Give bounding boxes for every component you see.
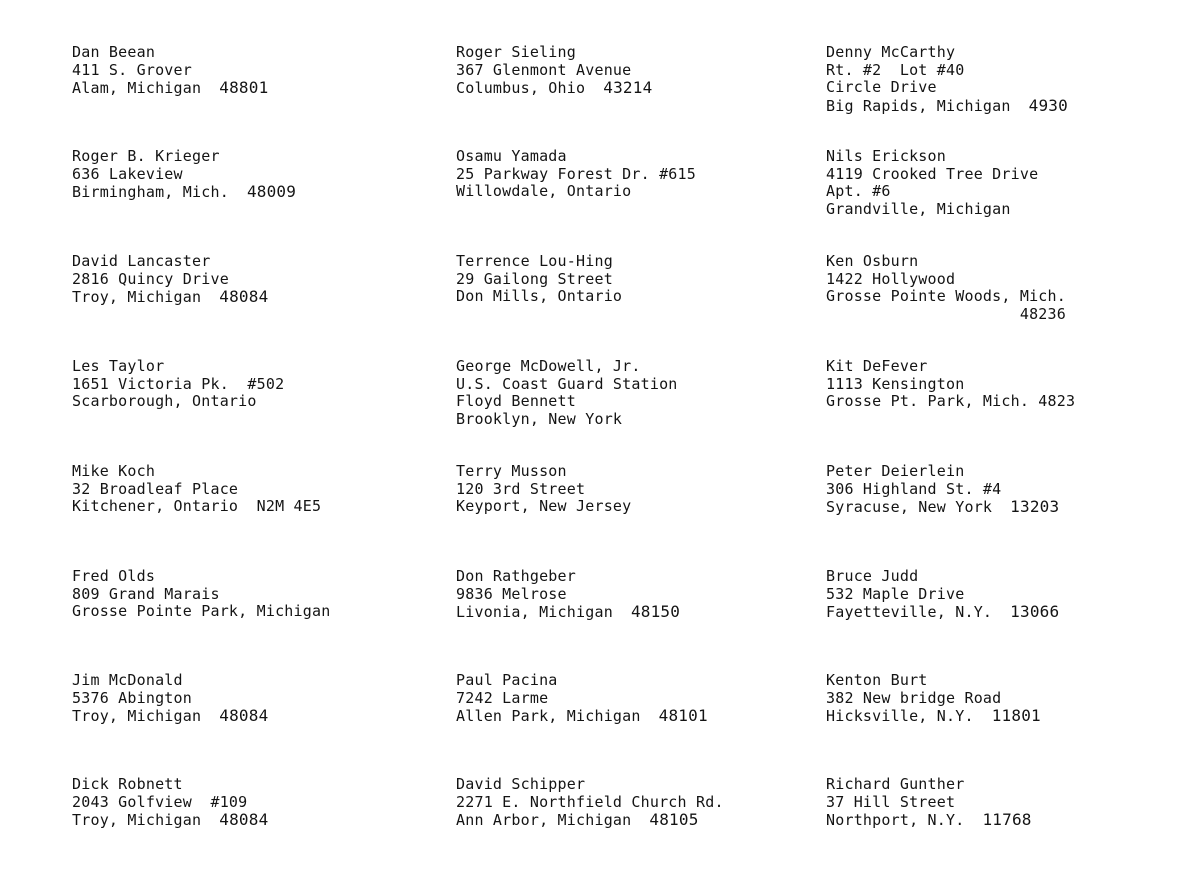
address-line: [456, 707, 708, 725]
contact-name: [456, 253, 622, 271]
address-line: [826, 288, 1066, 306]
address-entry: [826, 776, 1032, 829]
address-text: 37 Hill Street: [826, 792, 956, 811]
address-line: [456, 811, 724, 829]
contact-name: [826, 568, 1059, 586]
address-text: Don Mills, Ontario: [456, 287, 623, 305]
address-text: 809 Grand Marais: [72, 584, 220, 603]
address-line: [456, 79, 652, 97]
contact-name: [72, 44, 268, 62]
address-line: [826, 271, 1066, 289]
zip-code: 48105: [649, 810, 699, 829]
address-line: [456, 183, 696, 201]
address-line: [72, 183, 296, 201]
address-text: Fayetteville, N.Y.: [826, 603, 993, 621]
address-entry: [826, 672, 1041, 725]
contact-name: [456, 776, 724, 794]
address-line: [456, 690, 708, 708]
address-entry: [456, 463, 631, 516]
address-line: [72, 393, 284, 411]
contact-name: [456, 358, 678, 376]
address-entry: [826, 358, 1075, 411]
address-text: Troy, Michigan: [72, 288, 202, 306]
address-line: [72, 166, 296, 184]
address-line: [72, 79, 268, 97]
address-line: [456, 586, 680, 604]
address-line: [826, 811, 1032, 829]
address-line: [456, 288, 622, 306]
contact-name: [72, 358, 284, 376]
address-text: Hicksville, N.Y.: [826, 707, 974, 725]
address-text: Grandville, Michigan: [826, 199, 1011, 218]
contact-name: [826, 44, 1068, 62]
address-text: 120 3rd Street: [456, 479, 586, 498]
address-text: Grosse Pointe Woods, Mich.: [826, 287, 1066, 305]
address-text: Dick Robnett: [72, 775, 183, 793]
address-text: Mike Koch: [72, 462, 156, 480]
address-text: Richard Gunther: [826, 775, 965, 793]
address-text: 636 Lakeview: [72, 164, 183, 183]
address-entry: [826, 44, 1068, 114]
address-text: Peter Deierlein: [826, 462, 965, 480]
address-line: [456, 603, 680, 621]
address-text: Birmingham, Mich.: [72, 183, 229, 201]
contact-name: [826, 776, 1032, 794]
address-text: Grosse Pointe Park, Michigan: [72, 602, 331, 620]
address-text: Circle Drive: [826, 78, 937, 96]
address-text: Roger B. Krieger: [72, 147, 220, 165]
zip-code: 13203: [1010, 497, 1060, 516]
zip-code: 48101: [658, 706, 708, 725]
address-text: Troy, Michigan: [72, 707, 202, 725]
address-line: [72, 707, 268, 725]
zip-code: 13066: [1010, 602, 1060, 621]
address-entry: [456, 358, 678, 428]
address-text: 411 S. Grover: [72, 60, 192, 79]
address-entry: [826, 463, 1059, 516]
address-line: [826, 201, 1038, 219]
address-line: [72, 586, 330, 604]
address-entry: [72, 148, 296, 201]
zip-code: 48084: [219, 706, 269, 725]
address-line: [72, 603, 330, 621]
address-line: [826, 794, 1032, 812]
contact-name: [456, 44, 652, 62]
address-entry: [456, 672, 708, 725]
address-text: Terrence Lou-Hing: [456, 252, 613, 270]
address-text: Big Rapids, Michigan: [826, 96, 1011, 115]
address-text: Livonia, Michigan: [456, 603, 613, 621]
address-line: [826, 79, 1068, 97]
address-line: [826, 306, 1066, 324]
contact-name: [72, 672, 268, 690]
address-line: [456, 393, 678, 411]
address-text: Scarborough, Ontario: [72, 392, 257, 410]
address-line: [826, 376, 1075, 394]
address-text: Brooklyn, New York: [456, 409, 623, 428]
address-text: Apt. #6: [826, 182, 891, 200]
address-text: David Schipper: [456, 775, 586, 793]
address-line: [72, 62, 268, 80]
address-text: Paul Pacina: [456, 671, 558, 689]
zip-code: 11768: [982, 810, 1032, 829]
address-line: [72, 690, 268, 708]
address-text: Kitchener, Ontario N2M 4E5: [72, 497, 322, 515]
address-text: 5376 Abington: [72, 688, 192, 707]
address-text: 48236: [826, 304, 1066, 323]
address-text: Don Rathgeber: [456, 567, 576, 585]
address-text: Denny McCarthy: [826, 43, 956, 61]
address-entry: [826, 568, 1059, 621]
address-line: [826, 603, 1059, 621]
contact-name: [826, 358, 1075, 376]
address-text: 367 Glenmont Avenue: [456, 60, 632, 79]
address-text: 2271 E. Northfield Church Rd.: [456, 792, 724, 811]
address-line: [456, 794, 724, 812]
address-text: Troy, Michigan: [72, 811, 202, 829]
address-text: 9836 Melrose: [456, 584, 567, 603]
address-text: 1113 Kensington: [826, 374, 965, 393]
address-entry: [456, 776, 724, 829]
contact-name: [826, 148, 1038, 166]
address-line: [456, 481, 631, 499]
address-entry: [456, 253, 622, 306]
address-line: [826, 498, 1059, 516]
address-text: 306 Highland St. #4: [826, 479, 1002, 498]
address-text: 1422 Hollywood: [826, 269, 956, 288]
zip-code: 48009: [246, 182, 297, 201]
address-line: [826, 586, 1059, 604]
address-line: [72, 376, 284, 394]
address-text: Kit DeFever: [826, 357, 928, 375]
contact-name: [826, 672, 1041, 690]
address-entry: [72, 44, 268, 97]
address-text: Willowdale, Ontario: [456, 182, 632, 200]
address-text: Les Taylor: [72, 357, 165, 375]
address-text: Allen Park, Michigan: [456, 707, 641, 725]
address-text: Osamu Yamada: [456, 147, 567, 165]
address-text: Fred Olds: [72, 567, 156, 585]
address-line: [826, 166, 1038, 184]
address-line: [72, 811, 268, 829]
address-line: [826, 481, 1059, 499]
address-text: George McDowell, Jr.: [456, 357, 641, 375]
address-entry: [72, 358, 284, 411]
address-line: [826, 690, 1041, 708]
address-line: [456, 271, 622, 289]
address-text: 32 Broadleaf Place: [72, 479, 239, 498]
address-text: Grosse Pt. Park, Mich. 4823: [826, 392, 1076, 410]
address-line: [456, 166, 696, 184]
address-entry: [72, 253, 268, 306]
address-line: [72, 481, 321, 499]
address-line: [456, 62, 652, 80]
address-text: U.S. Coast Guard Station: [456, 374, 678, 393]
address-text: 1651 Victoria Pk. #502: [72, 374, 285, 393]
address-line: [72, 794, 268, 812]
contact-name: [456, 463, 631, 481]
address-text: Rt. #2 Lot #40: [826, 60, 965, 79]
address-text: Dan Beean: [72, 43, 156, 61]
address-text: 2043 Golfview #109: [72, 792, 248, 811]
address-line: [826, 62, 1068, 80]
address-line: [456, 498, 631, 516]
address-line: [456, 376, 678, 394]
contact-name: [826, 463, 1059, 481]
address-text: Northport, N.Y.: [826, 811, 965, 829]
address-text: 4119 Crooked Tree Drive: [826, 164, 1039, 183]
address-entry: [826, 253, 1066, 323]
address-text: 29 Gailong Street: [456, 269, 613, 288]
address-text: Syracuse, New York: [826, 498, 993, 516]
zip-code: 4930: [1028, 95, 1068, 115]
contact-name: [826, 253, 1066, 271]
contact-name: [72, 253, 268, 271]
address-text: Jim McDonald: [72, 671, 183, 689]
zip-code: 48084: [219, 287, 269, 306]
address-line: [826, 97, 1068, 115]
contact-name: [72, 148, 296, 166]
address-text: 7242 Larme: [456, 688, 549, 707]
address-text: Nils Erickson: [826, 147, 946, 165]
contact-name: [72, 463, 321, 481]
contact-name: [72, 776, 268, 794]
address-line: [826, 707, 1041, 725]
address-entry: [456, 568, 680, 621]
address-line: [826, 183, 1038, 201]
address-text: Terry Musson: [456, 462, 567, 480]
contact-name: [456, 672, 708, 690]
address-line: [72, 498, 321, 516]
address-entry: [456, 44, 652, 97]
address-entry: [826, 148, 1038, 218]
contact-name: [72, 568, 330, 586]
address-text: Alam, Michigan: [72, 79, 202, 97]
zip-code: 11801: [991, 706, 1041, 725]
zip-code: 48801: [219, 78, 269, 97]
address-text: Ann Arbor, Michigan: [456, 811, 632, 829]
address-entry: [456, 148, 696, 201]
zip-code: 43214: [603, 78, 653, 97]
address-text: Keyport, New Jersey: [456, 497, 632, 515]
address-text: Bruce Judd: [826, 567, 919, 585]
address-line: [826, 393, 1075, 411]
address-line: [72, 271, 268, 289]
address-entry: [72, 463, 321, 516]
zip-code: 48084: [219, 810, 269, 829]
address-line: [456, 411, 678, 429]
address-text: Kenton Burt: [826, 671, 928, 689]
address-text: 532 Maple Drive: [826, 584, 965, 603]
address-text: Columbus, Ohio: [456, 79, 586, 97]
contact-name: [456, 568, 680, 586]
address-entry: [72, 568, 330, 621]
address-entry: [72, 672, 268, 725]
address-text: 25 Parkway Forest Dr. #615: [456, 164, 696, 183]
address-line: [72, 288, 268, 306]
address-text: Roger Sieling: [456, 43, 576, 61]
address-text: Ken Osburn: [826, 252, 919, 270]
contact-name: [456, 148, 696, 166]
zip-code: 48150: [630, 602, 681, 621]
address-text: Floyd Bennett: [456, 392, 576, 410]
address-text: 2816 Quincy Drive: [72, 269, 229, 288]
address-text: David Lancaster: [72, 252, 211, 270]
address-text: 382 New bridge Road: [826, 688, 1002, 707]
address-entry: [72, 776, 268, 829]
